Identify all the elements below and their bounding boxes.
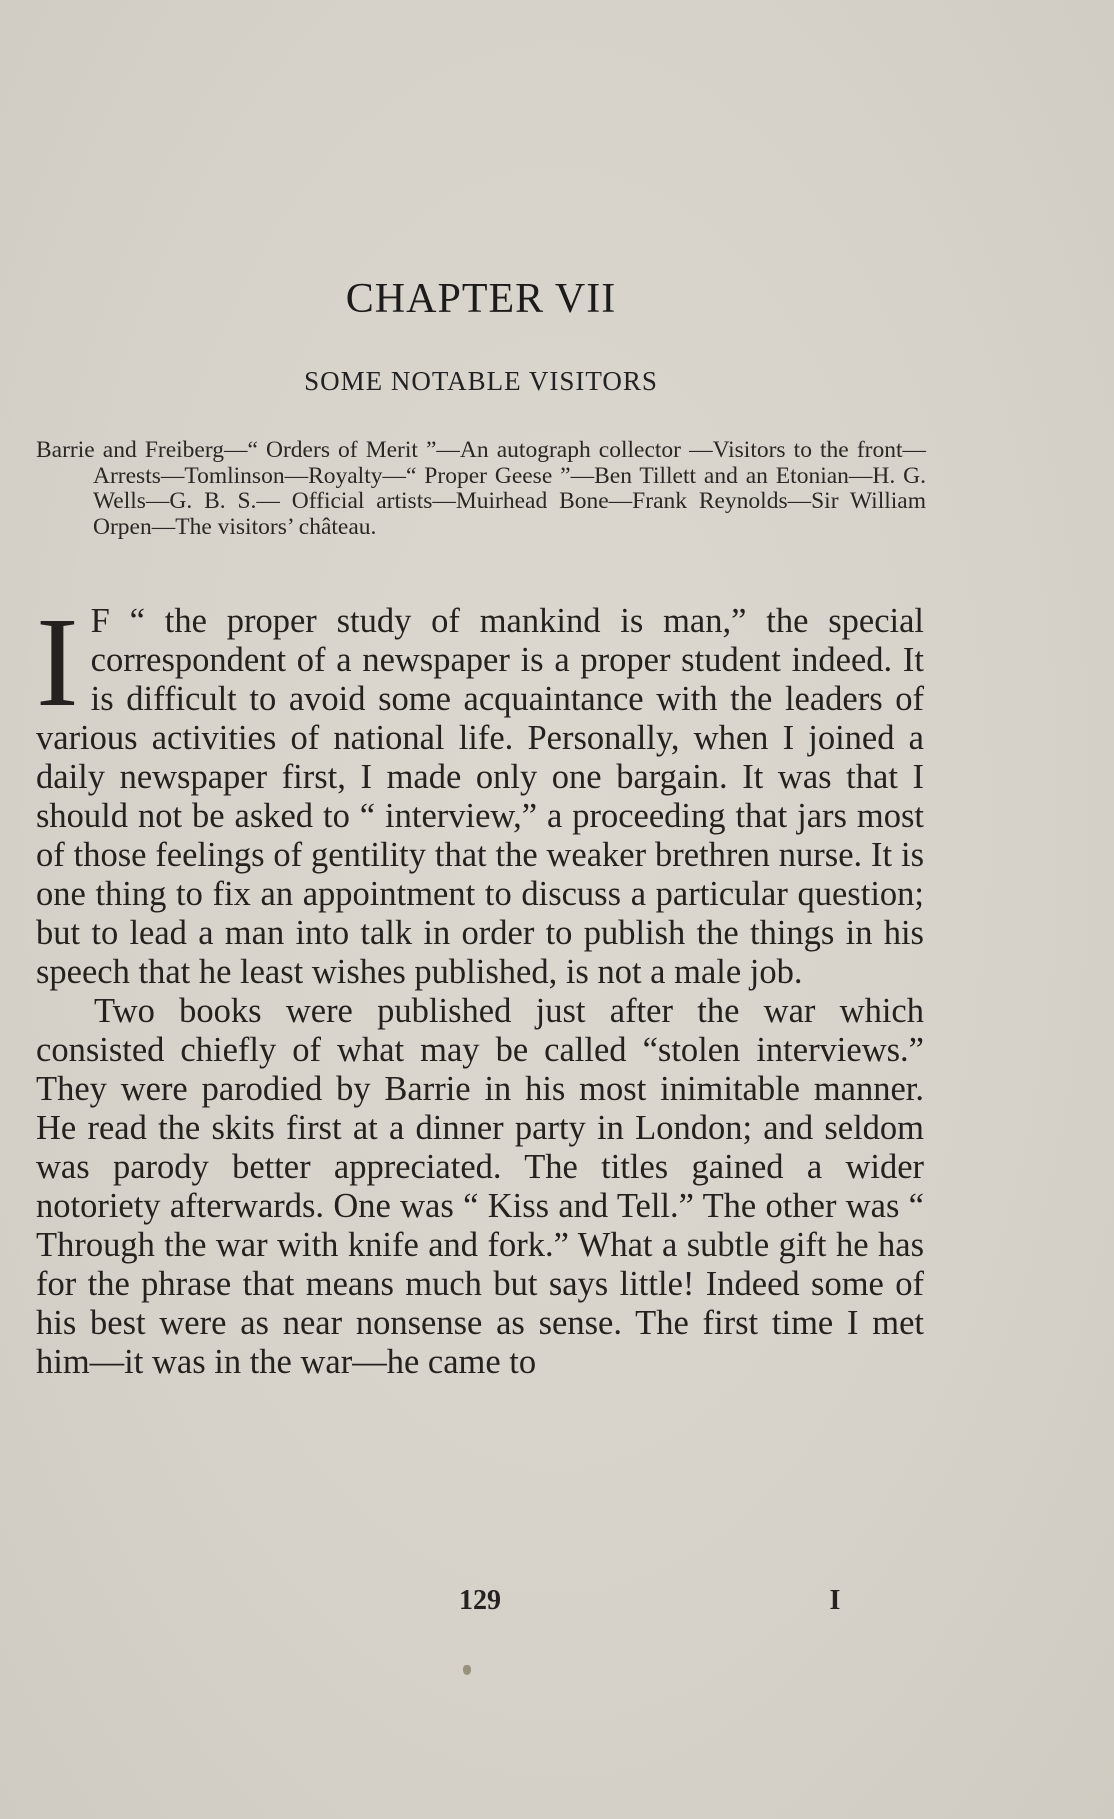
paragraph-1-text: F “ the proper study of mankind is man,” the special correspondent of a newspaper is a proper student indeed. It is difficult to avoid some acquaintance with the leaders of various activities of national life. Personally, when I joined a daily newspaper first, I made only one bargain. It was that I should not be asked to “ interview,” a proceeding that jars most of those feelings of gentility that the weaker brethren nurse. It is one thing to fix an appointment to discuss a particular question; but to lead a man into talk in order to publish the things in his speech that he least wishes published, is not a male job. xyxy=(36,602,924,991)
paragraph-2: Two books were published just after the war which consisted chiefly of what may be called “stolen interviews.” They were parodied by Barrie in his most inimitable manner. He read the skits first at a dinner party in London; and seldom was parody better appreciated. The titles gained a wider notoriety afterwards. One was “ Kiss and Tell.” The other was “ Through the war with knife and fork.” What a subtle gift he has for the phrase that means much but says little! Indeed some of his best were as near nonsense as sense. The first time I met him—it was in the war—he came to xyxy=(36,992,924,1381)
drop-cap: I xyxy=(36,591,79,733)
body-text xyxy=(36,591,924,1382)
chapter-synopsis: Barrie and Freiberg—“ Orders of Merit ”—An autograph collector —Visitors to the front—Arrests—Tomlinson—Royalty—“ Proper Geese ”—Ben Tillett and an Etonian—H. G. Wells—G. B. S.— Official artists—Muirhead Bone—Frank Reynolds—Sir William Orpen—The visitors’ château. xyxy=(36,437,926,540)
paper-speck xyxy=(463,1665,471,1675)
chapter-subtitle: SOME NOTABLE VISITORS xyxy=(304,366,658,396)
chapter-title: CHAPTER VII xyxy=(345,276,617,322)
page-number: 129 xyxy=(459,1585,501,1616)
paragraph-1 xyxy=(36,591,924,992)
signature-mark: I xyxy=(829,1585,841,1616)
